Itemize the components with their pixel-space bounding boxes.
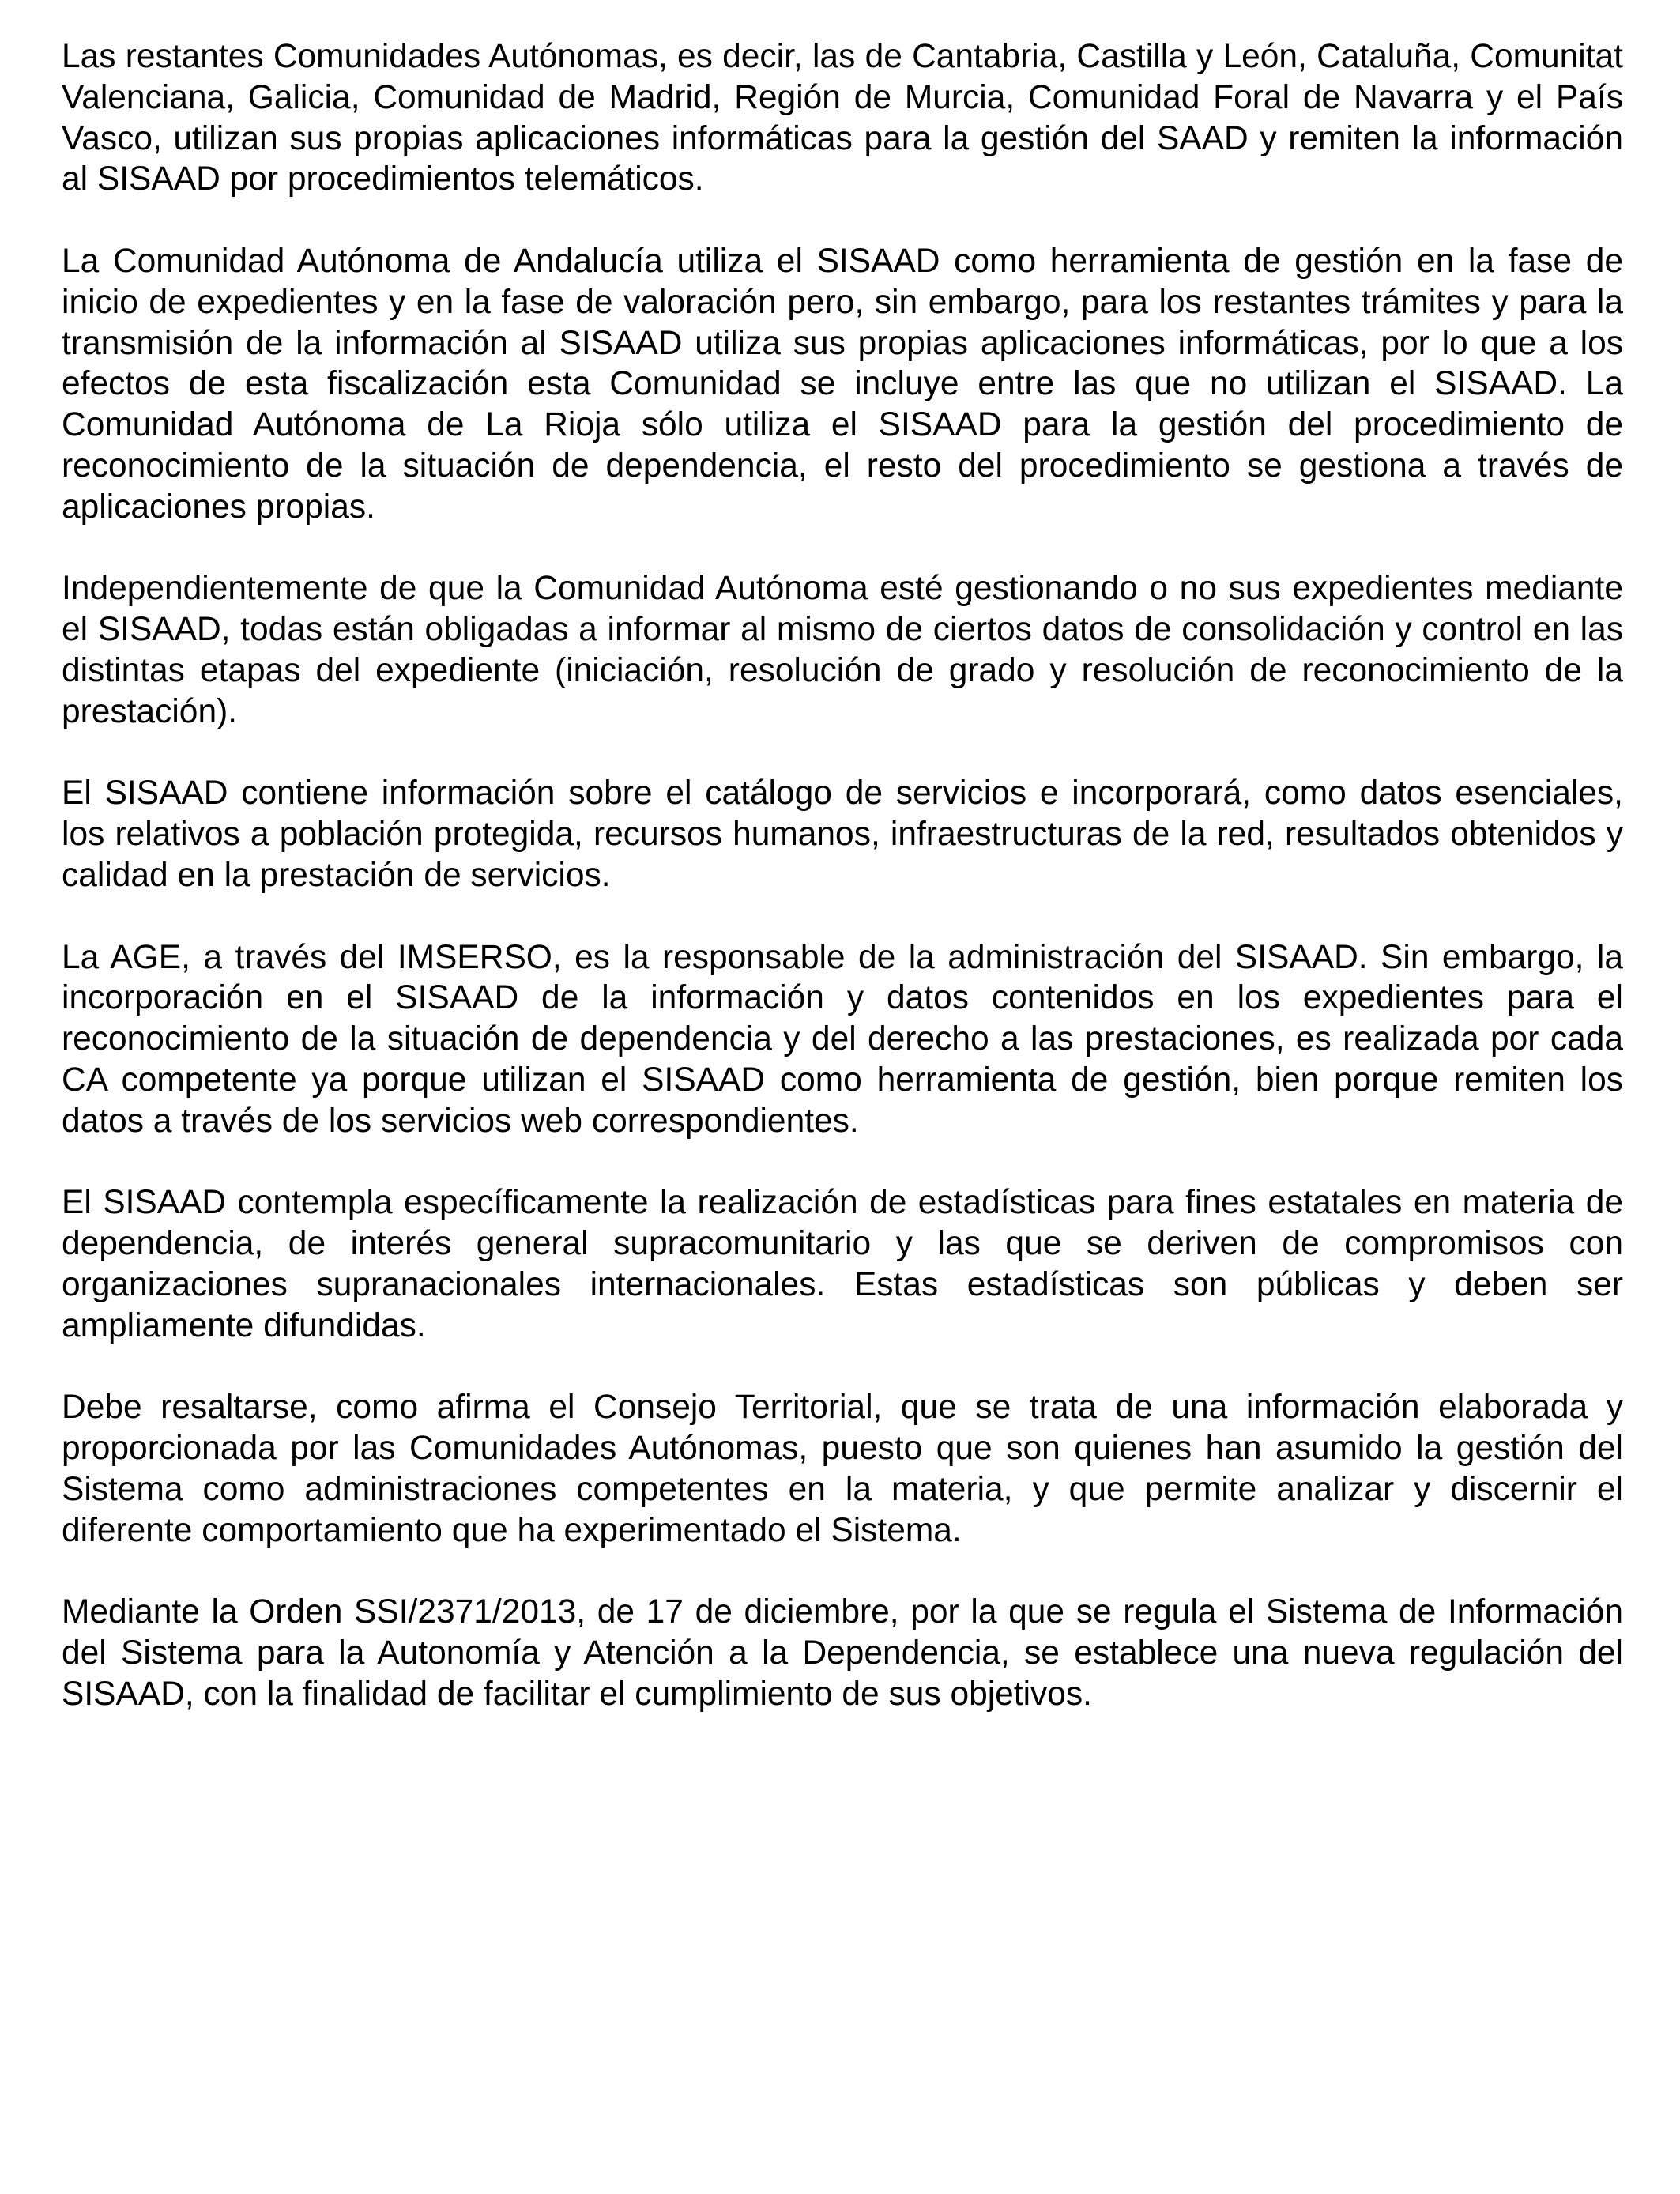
paragraph-contenido-sisaad: El SISAAD contiene información sobre el catálogo de servicios e incorporará, como datos esenciales, los relativos a población protegida, recursos humanos, infraestructuras de la red, resultados obtenidos y calidad en la prestación de servicios. (62, 775, 1623, 894)
paragraph-obligacion-informar: Independientemente de que la Comunidad Autónoma esté gestionando o no sus expedientes mediante el SISAAD, todas están obligadas a informar al mismo de ciertos datos de consolidación y control en las distintas etapas del expediente (iniciación, resolución de grado y resolución de reconocimiento de la prestación). (62, 570, 1623, 730)
paragraph-andalucia-la-rioja: La Comunidad Autónoma de Andalucía utiliza el SISAAD como herramienta de gestión en la fase de inicio de expedientes y en la fase de valoración pero, sin embargo, para los restantes trámites y para la transmisión de la información al SISAAD utiliza sus propias aplicaciones informáticas, por lo que a los efectos de esta fiscalización esta Comunidad se incluye entre las que no utilizan el SISAAD. La Comunidad Autónoma de La Rioja sólo utiliza el SISAAD para la gestión del procedimiento de reconocimiento de la situación de dependencia, el resto del procedimiento se gestiona a través de aplicaciones propias. (62, 242, 1623, 526)
paragraph-estadisticas: El SISAAD contempla específicamente la realización de estadísticas para fines estatales en materia de dependencia, de interés general supracomunitario y las que se deriven de compromisos con organizaciones supranacionales internacionales. Estas estadísticas son públicas y deben ser ampliamente difundidas. (62, 1184, 1623, 1344)
document-body (62, 36, 1623, 1755)
paragraph-orden-ssi: Mediante la Orden SSI/2371/2013, de 17 de diciembre, por la que se regula el Sistema de Información del Sistema para la Autonomía y Atención a la Dependencia, se establece una nueva regulación del SISAAD, con la finalidad de facilitar el cumplimiento de sus objetivos. (62, 1593, 1623, 1713)
paragraph-consejo-territorial: Debe resaltarse, como afirma el Consejo Territorial, que se trata de una información elaborada y proporcionada por las Comunidades Autónomas, puesto que son quienes han asumido la gestión del Sistema como administraciones competentes en la materia, y que permite analizar y discernir el diferente comportamiento que ha experimentado el Sistema. (62, 1389, 1623, 1549)
paragraph-responsable-administracion: La AGE, a través del IMSERSO, es la responsable de la administración del SISAAD. Sin embargo, la incorporación en el SISAAD de la información y datos contenidos en los expedientes para el reconocimiento de la situación de dependencia y del derecho a las prestaciones, es realizada por cada CA competente ya porque utilizan el SISAAD como herramienta de gestión, bien porque remiten los datos a través de los servicios web correspondientes. (62, 938, 1623, 1140)
paragraph-comunidades-aplicaciones-propias: Las restantes Comunidades Autónomas, es decir, las de Cantabria, Castilla y León, Cataluña, Comunitat Valenciana, Galicia, Comunidad de Madrid, Región de Murcia, Comunidad Foral de Navarra y el País Vasco, utilizan sus propias aplicaciones informáticas para la gestión del SAAD y remiten la información al SISAAD por procedimientos telemáticos. (62, 38, 1623, 198)
